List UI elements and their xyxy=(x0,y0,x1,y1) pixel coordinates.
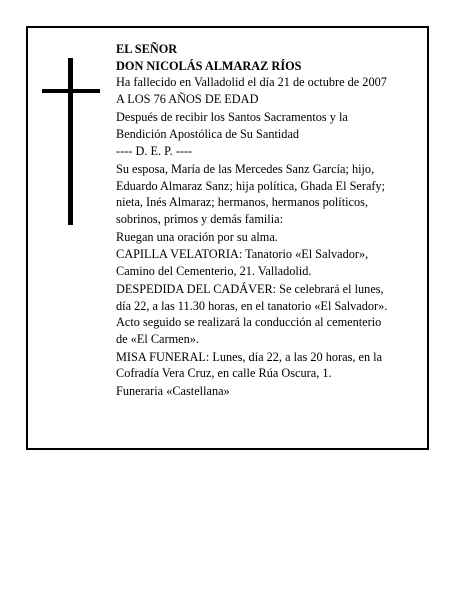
notice-paragraph xyxy=(116,229,426,246)
notice-paragraph xyxy=(116,281,426,348)
obituary-notice xyxy=(26,26,429,450)
notice-line: Acto seguido se realizará la conducción al cementerio xyxy=(116,315,382,330)
notice-line: ---- D. E. P. ---- xyxy=(116,144,193,159)
notice-paragraph xyxy=(116,143,426,160)
notice-line: Después de recibir los Santos Sacramentos y la xyxy=(116,109,348,124)
notice-paragraph xyxy=(116,246,426,279)
notice-line: Ruegan una oración por su alma. xyxy=(116,229,278,244)
notice-title-line-2: DON NICOLÁS ALMARAZ RÍOS xyxy=(116,58,302,73)
notice-paragraph xyxy=(116,349,426,382)
notice-line: día 22, a las 11.30 horas, en el tanatorio «El Salvador». xyxy=(116,298,388,313)
notice-paragraph xyxy=(116,109,426,142)
notice-line: A LOS 76 AÑOS DE EDAD xyxy=(116,92,259,107)
notice-line: DESPEDIDA DEL CADÁVER: Se celebrará el lunes, xyxy=(116,281,384,296)
notice-paragraph xyxy=(116,161,426,228)
notice-line: Su esposa, María de las Mercedes Sanz García; hijo, xyxy=(116,161,375,176)
notice-line: Cofradía Vera Cruz, en calle Rúa Oscura, 1. xyxy=(116,366,332,381)
notice-line: Camino del Cementerio, 21. Valladolid. xyxy=(116,264,312,279)
notice-paragraph xyxy=(116,383,426,400)
notice-line: Eduardo Almaraz Sanz; hija política, Ghada El Serafy; xyxy=(116,178,386,193)
notice-paragraph xyxy=(116,74,426,107)
notice-line: de «El Carmen». xyxy=(116,331,199,346)
notice-line: CAPILLA VELATORIA: Tanatorio «El Salvador», xyxy=(116,247,369,262)
notice-line: MISA FUNERAL: Lunes, día 22, a las 20 horas, en la xyxy=(116,349,383,364)
notice-line: Bendición Apostólica de Su Santidad xyxy=(116,126,300,141)
notice-line: sobrinos, primos y demás familia: xyxy=(116,212,284,227)
notice-text xyxy=(116,41,426,401)
notice-line: Ha fallecido en Valladolid el día 21 de octubre de 2007 xyxy=(116,75,387,90)
notice-line: Funeraria «Castellana» xyxy=(116,384,230,399)
notice-line: nieta, Inés Almaraz; hermanos, hermanos políticos, xyxy=(116,195,369,210)
cross-icon-bar xyxy=(42,89,100,93)
cross-icon xyxy=(68,58,73,225)
notice-title-line-1: EL SEÑOR xyxy=(116,42,178,56)
